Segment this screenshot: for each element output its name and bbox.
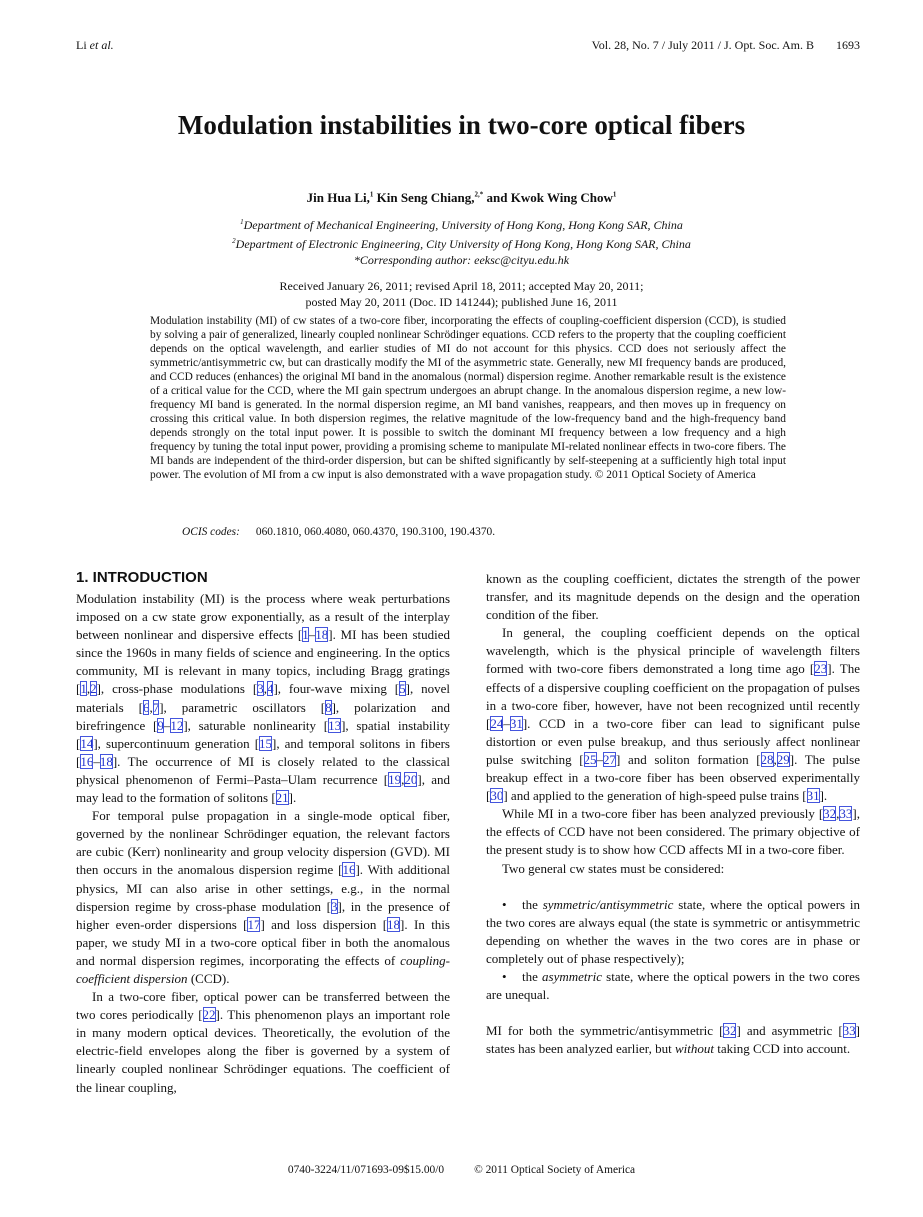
affil-2-mark: 2 xyxy=(232,237,236,245)
text-run: ]. The effects of a dispersive coupling coefficient on the propagation of pulses in a two-core fiber, however, have not been recognized until recently [ xyxy=(486,661,860,731)
affil-2-text: Department of Electronic Engineering, City University of Hong Kong, Hong Kong SAR, China xyxy=(235,237,691,251)
text-run: ], polarization and birefringence [ xyxy=(76,699,450,733)
text-run: ]. This phenomenon plays an important role in many modern optical devices. Theoretically, the evolution of the electric-field envelopes along the fiber is governed by a system of linearly coupled nonlinear Schrödinger equations. The coefficient of the linear coupling, xyxy=(76,1007,451,1095)
text-run: ] and asymmetric [ xyxy=(736,1023,843,1039)
list-item xyxy=(486,968,860,1004)
citation-link[interactable]: 32 xyxy=(823,806,837,822)
header-et-al: et al. xyxy=(89,38,114,52)
text-run: ]. xyxy=(819,788,828,804)
author-1: Jin Hua Li, xyxy=(306,190,370,205)
citation-link[interactable]: 3 xyxy=(331,898,338,914)
text-run: ], in the presence of higher even-order dispersions [ xyxy=(76,898,450,932)
citation-link[interactable]: 30 xyxy=(490,788,504,804)
author-2-affil: 2,* xyxy=(474,190,484,199)
citation-link[interactable]: 18 xyxy=(315,627,329,643)
text-run: ]. The pulse breakup effect in a two-core fiber has been observed experimentally [ xyxy=(486,751,860,804)
text-run: ] states has been analyzed earlier, but xyxy=(486,1023,860,1057)
ocis-code-list: 060.1810, 060.4080, 060.4370, 190.3100, 190.4370. xyxy=(255,526,496,538)
text-run: ]. The occurrence of MI is closely related to the classical physical phenomenon of Fermi–Pasta–Ulam recurrence [ xyxy=(76,753,450,787)
text-run: In general, the coupling coefficient depends on the optical wavelength, which is the physical principle of wavelength filters formed with two-core fibers demonstrated a long time ago [ xyxy=(486,625,860,677)
text-run: ], novel materials [ xyxy=(76,681,450,715)
intro-paragraph-4: known as the coupling coefficient, dictates the strength of the power transfer, and its magnitude depends on the design and the operation condition of the fiber. xyxy=(486,571,860,623)
emphasis: symmetric/antisymmetric xyxy=(542,896,674,912)
text-run: ], spatial instability [ xyxy=(76,717,450,751)
citation-link[interactable]: 1 xyxy=(80,681,87,697)
emphasis: asymmetric xyxy=(542,968,602,984)
text-run: While MI in a two-core fiber has been analyzed previously [ xyxy=(502,806,824,822)
citation-link[interactable]: 25 xyxy=(583,751,597,767)
citation-link[interactable]: 5 xyxy=(399,681,406,697)
intro-paragraph-3 xyxy=(76,988,450,1097)
text-run: , xyxy=(86,681,91,697)
bullet-icon: • xyxy=(502,896,507,912)
author-list xyxy=(0,190,923,206)
text-run: ]. In this paper, we study MI in a two-core optical fiber in both the anomalous and normal dispersion regimes, incorporating the effects of xyxy=(76,916,450,968)
intro-paragraph-5 xyxy=(486,624,860,805)
author-3: and Kwok Wing Chow xyxy=(483,190,613,205)
citation-link[interactable]: 7 xyxy=(152,699,160,715)
text-run: ], four-wave mixing [ xyxy=(273,681,400,697)
intro-paragraph-2 xyxy=(76,807,450,988)
text-run: – xyxy=(596,751,604,767)
citation-link[interactable]: 13 xyxy=(328,717,342,733)
abstract: Modulation instability (MI) of cw states of a two-core fiber, incorporating the effects of coupling-coefficient dispersion (CCD), is studied by solving a pair of generalized, linearly coupled nonlinear Schrödinger equations. CCD refers to the property that the coupling coefficient depends on the optical wavelength, and earlier studies of MI do not account for this physics. CCD does not seriously affect the symmetric/antisymmetric cw, but can drastically modify the MI of the asymmetric state. Generally, new MI frequency bands are produced, and CCD reduces (enhances) the original MI band in the anomalous (normal) dispersion regime. Another remarkable result is the existence of a critical value for the CCD, where the MI gain spectrum undergoes an abrupt change. In the anomalous dispersion regime, a new low-frequency MI band is generated. In the normal dispersion regime, an MI band vanishes, reappears, and then moves up in frequency on crossing this critical value. In both dispersion regimes, the relative magnitude of the low-frequency band and the high-frequency band depends strongly on the total input power. It is possible to switch the dominant MI frequency between a low frequency and a high frequency by tuning the total input power, providing a promising scheme to manipulate MI-related nonlinear effects in two-core fibers. The MI bands are independent of the third-order dispersion, but can be shifted significantly by self-steepening at a sufficiently high total input power. The evolution of MI from a cw input is also demonstrated with a wave propagation study. © 2011 Optical Society of America xyxy=(150,315,786,481)
header-author-name: Li xyxy=(76,38,90,52)
citation-link[interactable]: 32 xyxy=(723,1023,737,1039)
text-run: For temporal pulse propagation in a single-mode optical fiber, governed by the nonlinear Schrödinger equation, the relevant factors are cubic (Kerr) nonlinearity and group velocity dispersion (GVD). MI then occurs in the anomalous dispersion regime [ xyxy=(76,808,450,878)
affiliations xyxy=(0,214,923,268)
citation-link[interactable]: 16 xyxy=(80,753,94,769)
citation-link[interactable]: 15 xyxy=(259,735,273,751)
citation-link[interactable]: 17 xyxy=(247,916,261,932)
citation-link[interactable]: 33 xyxy=(839,806,853,822)
text-run: In a two-core fiber, optical power can be transferred between the two cores periodically [ xyxy=(76,989,450,1023)
text-run: ] and soliton formation [ xyxy=(616,751,761,767)
citation-link[interactable]: 22 xyxy=(202,1007,216,1023)
citation-link[interactable]: 18 xyxy=(99,753,113,769)
page-number: 1693 xyxy=(836,38,860,52)
intro-paragraph-7: Two general cw states must be considered: xyxy=(502,860,725,876)
intro-paragraph-6 xyxy=(486,805,860,859)
left-column xyxy=(76,568,450,1097)
text-run: – xyxy=(93,753,100,769)
text-run: ], and may lead to the formation of solitons [ xyxy=(76,771,450,806)
intro-paragraph-8 xyxy=(486,1022,860,1058)
citation-link[interactable]: 24 xyxy=(490,715,504,731)
page-footer xyxy=(0,1164,923,1176)
text-run: , xyxy=(263,681,267,697)
citation-link[interactable]: 16 xyxy=(342,862,356,878)
emphasis: coupling-coefficient dispersion xyxy=(76,952,450,986)
emphasis: without xyxy=(674,1041,714,1057)
received-dates xyxy=(0,278,923,310)
citation-link[interactable]: 33 xyxy=(842,1023,856,1039)
text-run: ], the effects of CCD have not been considered. The primary objective of the present study is to show how CCD affects MI in a two-core fiber. xyxy=(486,806,860,858)
citation-link[interactable]: 31 xyxy=(509,715,523,731)
text-run: – xyxy=(308,627,316,643)
text-run: ], supercontinuum generation [ xyxy=(93,735,260,751)
text-run: ]. CCD in a two-core fiber can lead to significant pulse distortion or even pulse breakup, and thus seriously affect nonlinear pulse switching [ xyxy=(486,715,860,767)
citation-link[interactable]: 14 xyxy=(80,735,94,751)
section-heading: 1. INTRODUCTION xyxy=(76,569,208,586)
text-run: . MI has been studied since the 1960s in many fields of science and engineering. In the optics community, MI is relevant in many topics, including Bragg gratings [ xyxy=(76,627,450,697)
citation-link[interactable]: 23 xyxy=(814,661,828,677)
text-run: (CCD). xyxy=(187,970,230,986)
list-item-text xyxy=(486,897,860,966)
text-run: [ xyxy=(297,627,303,643)
author-3-affil: 1 xyxy=(612,190,617,199)
text-run: ]. xyxy=(288,790,297,806)
received-line-1: Received January 26, 2011; revised April 18, 2011; accepted May 20, 2011; xyxy=(279,279,644,293)
text-run: ] and applied to the generation of high-speed pulse trains [ xyxy=(503,788,807,804)
intro-paragraph-1 xyxy=(76,590,450,807)
citation-link[interactable]: 4 xyxy=(266,681,274,697)
text-run: , xyxy=(773,751,777,767)
footer-code: 0740-3224/11/071693-09$15.00/0 xyxy=(287,1164,445,1176)
header-authors xyxy=(76,38,114,53)
text-run: state, where the optical powers in the two cores are always equal (the state is symmetric or antisymmetric depending on whether the waves in the two cores are in phase or completely out of phase respectively); xyxy=(486,896,861,966)
text-run: , xyxy=(836,806,840,822)
citation-link[interactable]: 18 xyxy=(387,916,401,932)
citation-link[interactable]: 2 xyxy=(90,681,97,697)
affiliation-1 xyxy=(0,214,923,233)
footer-copyright: © 2011 Optical Society of America xyxy=(474,1164,636,1176)
affil-1-mark: 1 xyxy=(240,218,244,226)
ocis-label: OCIS codes: xyxy=(182,526,240,538)
citation-link[interactable]: 3 xyxy=(257,681,264,697)
citation-link[interactable]: 29 xyxy=(776,751,790,767)
text-run: MI for both the symmetric/antisymmetric [ xyxy=(486,1023,724,1039)
text-run: ], saturable nonlinearity [ xyxy=(183,717,329,733)
text-run: the xyxy=(522,896,543,912)
cw-state-list xyxy=(486,896,860,1005)
text-run: ], parametric oscillators [ xyxy=(159,699,326,715)
citation-link[interactable]: 8 xyxy=(325,699,332,715)
header-journal xyxy=(592,38,860,53)
affiliation-2 xyxy=(0,233,923,252)
ocis-codes xyxy=(182,526,495,538)
text-run: – xyxy=(503,715,510,731)
journal-citation: Vol. 28, No. 7 / July 2011 / J. Opt. Soc. Am. B xyxy=(591,38,814,52)
text-run: ], and temporal solitons in fibers [ xyxy=(76,735,450,769)
citation-link[interactable]: 1 xyxy=(302,627,309,643)
text-run: taking CCD into account. xyxy=(714,1041,851,1057)
citation-link[interactable]: 9 xyxy=(157,717,164,733)
citation-link[interactable]: 21 xyxy=(275,790,289,806)
paper-title: Modulation instabilities in two-core optical fibers xyxy=(177,110,746,140)
text-run: Modulation instability (MI) is the process where weak perturbations imposed on a cw state grow exponentially, as a result of the interplay between nonlinear and dispersive effects xyxy=(76,591,450,643)
author-1-affil: 1 xyxy=(369,190,374,199)
bullet-icon: • xyxy=(502,968,507,984)
list-item-text xyxy=(486,969,860,1002)
text-run: state, where the optical powers in the two cores are unequal. xyxy=(486,968,860,1003)
author-2: Kin Seng Chiang, xyxy=(373,190,475,205)
list-item xyxy=(486,896,860,968)
text-run: ] and loss dispersion [ xyxy=(260,916,388,932)
citation-link[interactable]: 19 xyxy=(388,771,402,787)
text-run: ]. With additional physics, MI can also arise in other settings, e.g., in the normal dispersion regime by cross-phase modulation [ xyxy=(76,862,450,914)
text-run: , xyxy=(401,771,405,787)
text-run: the xyxy=(522,968,543,984)
corresponding-author: *Corresponding author: eeksc@cityu.edu.hk xyxy=(353,253,570,267)
citation-link[interactable]: 6 xyxy=(142,699,150,715)
text-run: ] xyxy=(328,627,333,643)
text-run: – xyxy=(163,717,171,733)
citation-link[interactable]: 12 xyxy=(170,717,184,733)
received-line-2: posted May 20, 2011 (Doc. ID 141244); published June 16, 2011 xyxy=(305,295,618,309)
citation-link[interactable]: 20 xyxy=(404,771,418,787)
citation-link[interactable]: 27 xyxy=(603,751,617,767)
affil-1-text: Department of Mechanical Engineering, University of Hong Kong, Hong Kong SAR, China xyxy=(243,218,683,232)
citation-link[interactable]: 31 xyxy=(806,788,820,804)
text-run: , xyxy=(149,699,153,715)
text-run: ], cross-phase modulations [ xyxy=(96,681,258,697)
right-column xyxy=(486,570,860,1058)
citation-link[interactable]: 28 xyxy=(760,751,774,767)
